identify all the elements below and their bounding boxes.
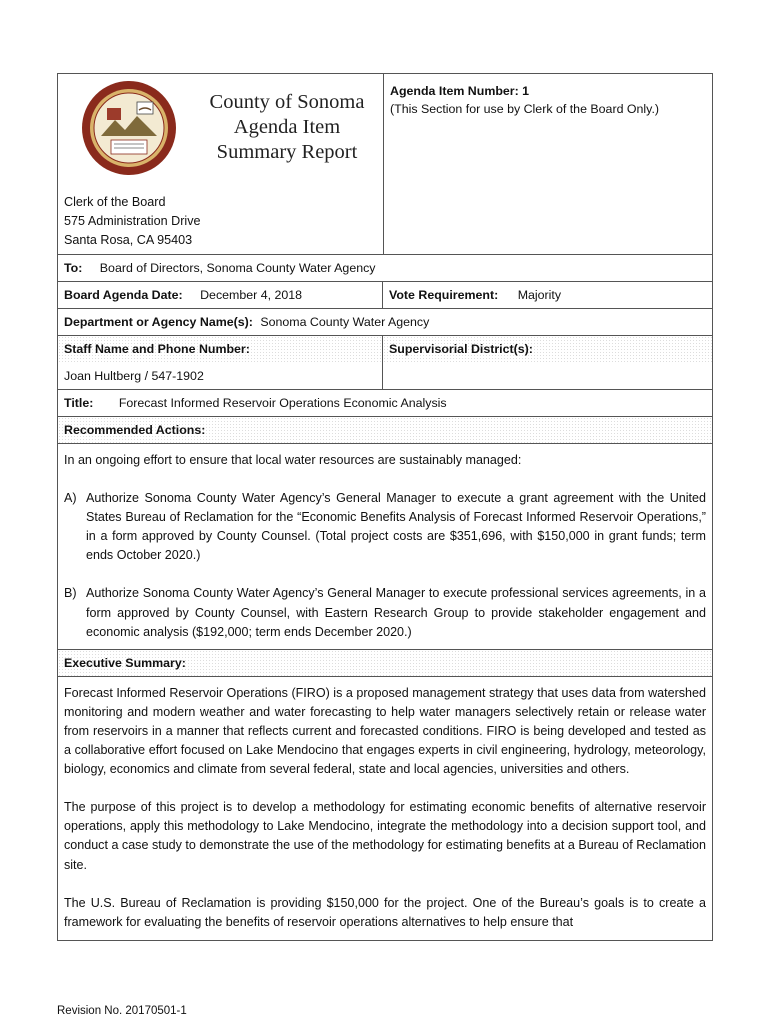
- recommended-header: [58, 417, 712, 444]
- item-a-text: Authorize Sonoma County Water Agency’s General Manager to execute a grant agreement with the United States Bureau of Reclamation for the “Economic Benefits Analysis of Forecast Informed Reservoir Operations,” in a form approved by County Counsel. (Total project costs are $351,696, with $150,000 in grant funds; term ends October 2020.): [86, 491, 706, 563]
- department-row: [58, 309, 712, 336]
- staff-label-line: [58, 336, 382, 363]
- item-b-key: B): [64, 586, 77, 601]
- recommended-item-a: [58, 489, 712, 565]
- clerk-address: [64, 193, 201, 250]
- staff-district-row: [58, 336, 712, 390]
- staff-label: Staff Name and Phone Number:: [64, 342, 250, 356]
- item-a-key: A): [64, 491, 77, 506]
- vote-cell: [383, 282, 712, 309]
- date-vote-row: [58, 282, 712, 309]
- agenda-item-number: Agenda Item Number: 1: [390, 84, 530, 98]
- county-seal-icon: [81, 80, 177, 176]
- header-left: [58, 74, 384, 254]
- board-date-label: Board Agenda Date:: [64, 288, 183, 302]
- staff-cell: [58, 336, 383, 389]
- address-line-3: Santa Rosa, CA 95403: [64, 233, 193, 247]
- title-line-2: Agenda Item: [233, 116, 341, 138]
- title-value: Forecast Informed Reservoir Operations Economic Analysis: [118, 396, 447, 410]
- recommended-label: Recommended Actions:: [64, 423, 206, 437]
- executive-body: [58, 677, 712, 932]
- revision-number: Revision No. 20170501-1: [57, 1005, 187, 1017]
- district-label-line: [383, 336, 712, 363]
- to-row: [58, 255, 712, 282]
- agenda-form: [57, 73, 713, 941]
- board-date-value: December 4, 2018: [200, 288, 303, 302]
- executive-paragraph-1: Forecast Informed Reservoir Operations (FIRO) is a proposed management strategy that uses data from watershed monitoring and modern weather and water forecasting to help water managers selectively retain or release water from reservoirs in a manner that reflects current and forecasted conditions. FIRO is being developed and tested as a collaborative effort focused on Lake Mendocino that engages experts in civil engineering, hydrology, meteorology, biology, economics and climate from several federal, state and local agencies, universities and others.: [64, 685, 706, 777]
- report-title: [188, 90, 386, 165]
- to-label: To:: [64, 261, 83, 275]
- recommended-intro: In an ongoing effort to ensure that local water resources are sustainably managed:: [64, 453, 522, 467]
- executive-paragraph-2: The purpose of this project is to develop a methodology for estimating economic benefits of alternative reservoir operations, apply this methodology to Lake Mendocino, integrate the methodology into a decision support tool, and conduct a case study to demonstrate the use of the methodology for estimating benefits at a Bureau of Reclamation site.: [64, 800, 706, 872]
- title-label: Title:: [64, 396, 94, 410]
- clerk-note: (This Section for use by Clerk of the Board Only.): [390, 102, 660, 116]
- district-cell: [383, 336, 712, 389]
- recommended-item-b: [58, 584, 712, 641]
- executive-header: [58, 650, 712, 677]
- item-b-text: Authorize Sonoma County Water Agency’s General Manager to execute professional services agreements, in a form approved by County Counsel, with Eastern Research Group to provide stakeholder engagement and economic analysis ($192,000; term ends December 2020.): [86, 586, 706, 639]
- vote-label: Vote Requirement:: [389, 288, 499, 302]
- district-label: Supervisorial District(s):: [389, 342, 533, 356]
- form-header: [58, 74, 712, 255]
- title-line-3: Summary Report: [216, 141, 358, 163]
- address-line-1: Clerk of the Board: [64, 195, 166, 209]
- staff-value: Joan Hultberg / 547-1902: [64, 369, 204, 383]
- to-value: Board of Directors, Sonoma County Water Agency: [99, 261, 376, 275]
- address-line-2: 575 Administration Drive: [64, 214, 201, 228]
- board-date-cell: [58, 282, 383, 309]
- clerk-section: [384, 74, 712, 254]
- title-row: [58, 390, 712, 417]
- executive-paragraph-3: The U.S. Bureau of Reclamation is providing $150,000 for the project. One of the Bureau’s goals is to create a framework for evaluating the benefits of reservoir operations alternatives to help ensure that: [64, 895, 706, 929]
- department-value: Sonoma County Water Agency: [260, 315, 430, 329]
- title-line-1: County of Sonoma: [209, 91, 365, 113]
- department-label: Department or Agency Name(s):: [64, 315, 253, 329]
- recommended-body: [58, 444, 712, 650]
- executive-label: Executive Summary:: [64, 655, 186, 670]
- vote-value: Majority: [517, 288, 562, 302]
